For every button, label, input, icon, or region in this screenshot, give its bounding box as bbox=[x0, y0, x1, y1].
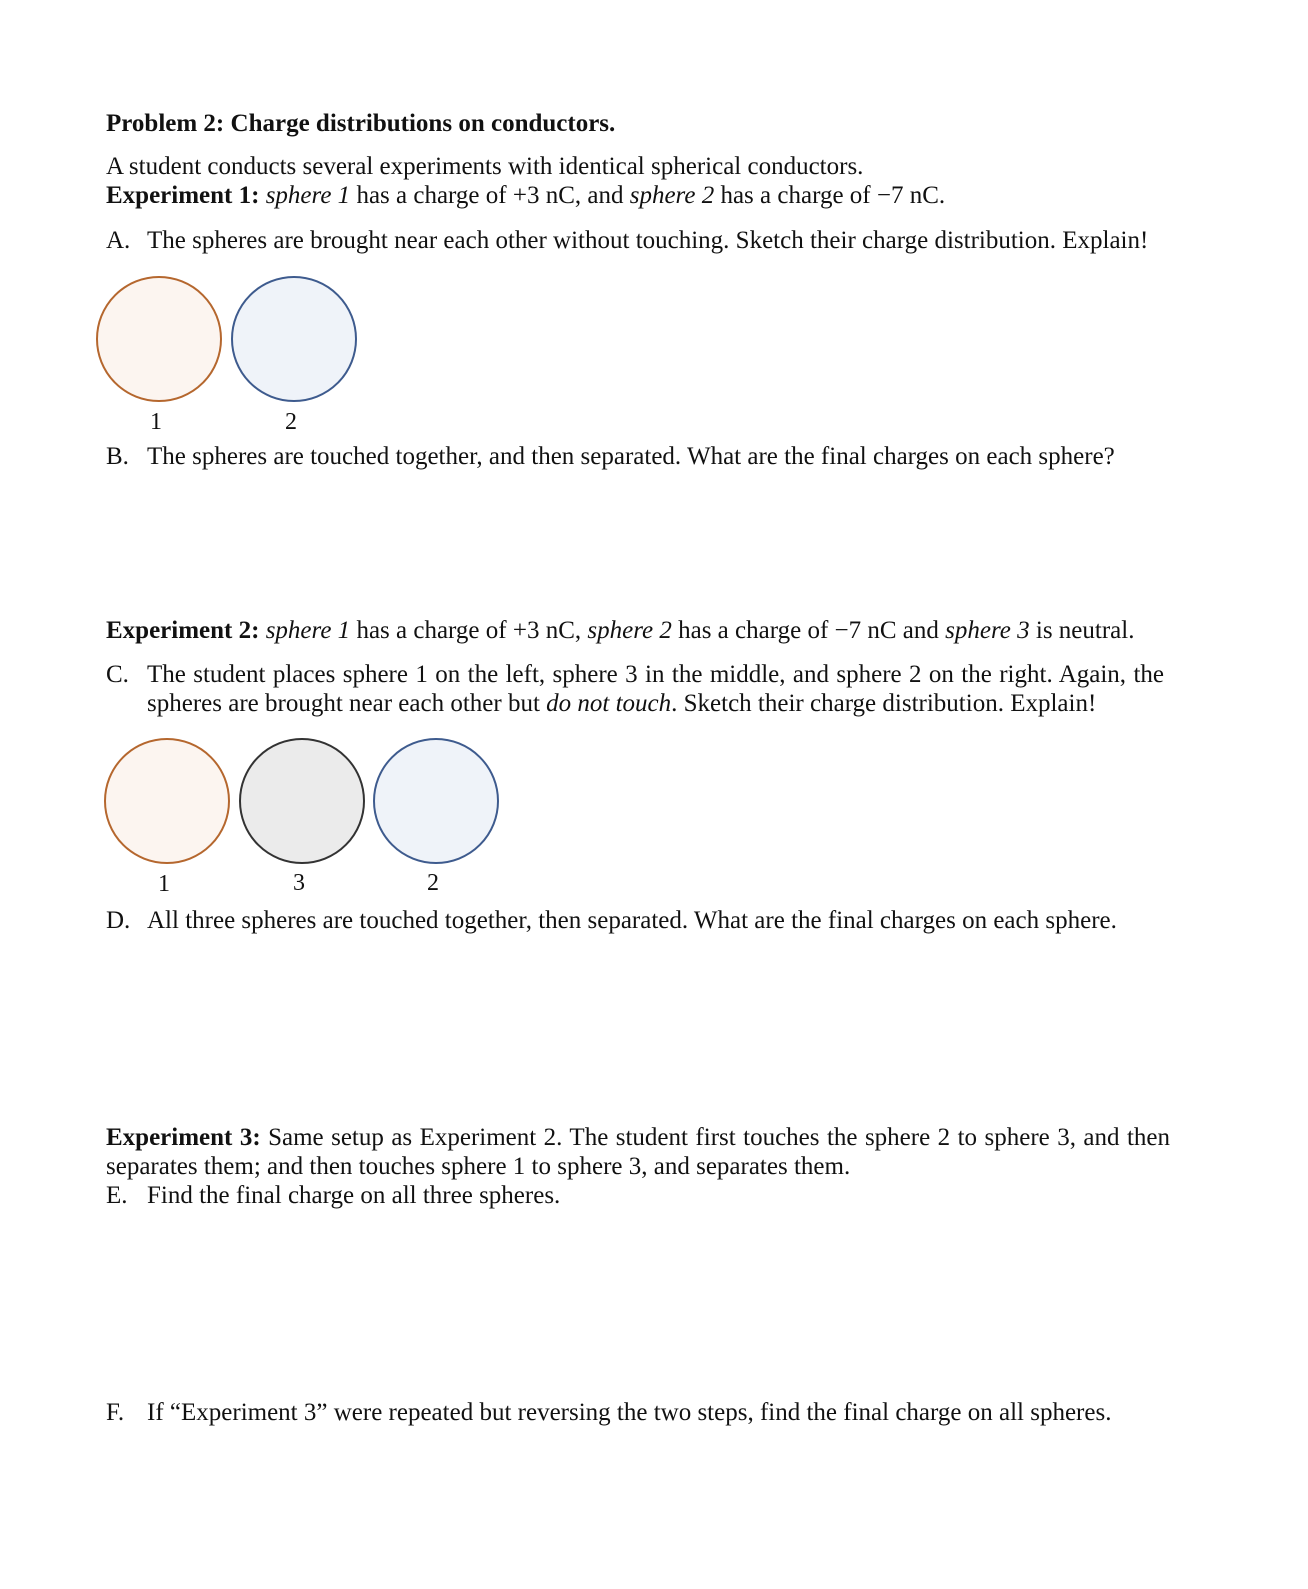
part-b bbox=[106, 442, 1115, 471]
experiment-1-label: Experiment 1: bbox=[106, 182, 260, 209]
experiment-3-line-2: separates them; and then touches sphere 1 to sphere 3, and separates them. bbox=[106, 1153, 851, 1180]
sphere-1-circle bbox=[96, 276, 222, 402]
part-c-line-2-italic: do not touch bbox=[546, 690, 672, 717]
experiment-3-line-1 bbox=[106, 1123, 1170, 1152]
part-b-text: The spheres are touched together, and then separated. What are the final charges on each sphere? bbox=[147, 443, 1115, 470]
sphere-1-label: 1 bbox=[150, 409, 162, 435]
exp2-sphere-1-name: sphere 1 bbox=[265, 617, 351, 644]
part-d bbox=[106, 906, 1117, 935]
part-f bbox=[106, 1398, 1111, 1427]
part-e-text: Find the final charge on all three spheres. bbox=[147, 1182, 561, 1209]
sphere-2-name: sphere 2 bbox=[629, 182, 715, 209]
part-a-letter: A. bbox=[106, 227, 131, 254]
experiment-2-text-2: has a charge of −7 nC and bbox=[671, 617, 946, 644]
part-f-letter: F. bbox=[106, 1399, 125, 1426]
part-c-line-2-a: spheres are brought near each other but bbox=[147, 690, 547, 717]
exp2-sphere-3-name: sphere 3 bbox=[945, 617, 1030, 644]
experiment-1-statement bbox=[106, 181, 945, 210]
intro-text: A student conducts several experiments with identical spherical conductors. bbox=[106, 153, 864, 180]
exp2-sphere-2-name: sphere 2 bbox=[587, 617, 672, 644]
experiment-3-label: Experiment 3: bbox=[106, 1124, 261, 1151]
fig2-sphere-3-label: 3 bbox=[293, 870, 305, 896]
part-a-text: The spheres are brought near each other without touching. Sketch their charge distribution. Explain! bbox=[147, 227, 1149, 254]
fig2-sphere-1-label: 1 bbox=[158, 871, 170, 897]
fig2-sphere-2-label: 2 bbox=[427, 870, 439, 896]
part-d-text: All three spheres are touched together, then separated. What are the final charges on each sphere. bbox=[147, 907, 1117, 934]
problem-title: Problem 2: Charge distributions on conductors. bbox=[106, 110, 616, 137]
fig2-sphere-2-circle bbox=[373, 738, 499, 864]
experiment-2-label: Experiment 2: bbox=[106, 617, 260, 644]
part-c-line-2-b: . Sketch their charge distribution. Explain! bbox=[671, 690, 1097, 717]
experiment-2-text-1: has a charge of +3 nC, bbox=[350, 617, 588, 644]
experiment-3-text-1: Same setup as Experiment 2. The student first touches the sphere 2 to sphere 3, and then bbox=[260, 1124, 1170, 1151]
part-c-line-2 bbox=[147, 689, 1096, 718]
part-d-letter: D. bbox=[106, 907, 131, 934]
part-e bbox=[106, 1181, 560, 1210]
sphere-1-name: sphere 1 bbox=[265, 182, 351, 209]
fig2-sphere-3-circle bbox=[239, 738, 365, 864]
part-e-letter: E. bbox=[106, 1182, 128, 1209]
part-a bbox=[106, 226, 1148, 255]
fig2-sphere-1-circle bbox=[104, 738, 230, 864]
experiment-1-text-2: has a charge of −7 nC. bbox=[714, 182, 946, 209]
sphere-2-circle bbox=[231, 276, 357, 402]
part-c-letter: C. bbox=[106, 661, 129, 688]
part-b-letter: B. bbox=[106, 443, 129, 470]
part-f-text: If “Experiment 3” were repeated but reversing the two steps, find the final charge on all spheres. bbox=[147, 1399, 1112, 1426]
sphere-2-label: 2 bbox=[285, 409, 297, 435]
experiment-1-text-1: has a charge of +3 nC, and bbox=[350, 182, 630, 209]
part-c-line-1: The student places sphere 1 on the left, sphere 3 in the middle, and sphere 2 on the right. Again, the bbox=[147, 661, 1164, 688]
experiment-2-text-3: is neutral. bbox=[1029, 617, 1135, 644]
experiment-2-statement bbox=[106, 616, 1134, 645]
